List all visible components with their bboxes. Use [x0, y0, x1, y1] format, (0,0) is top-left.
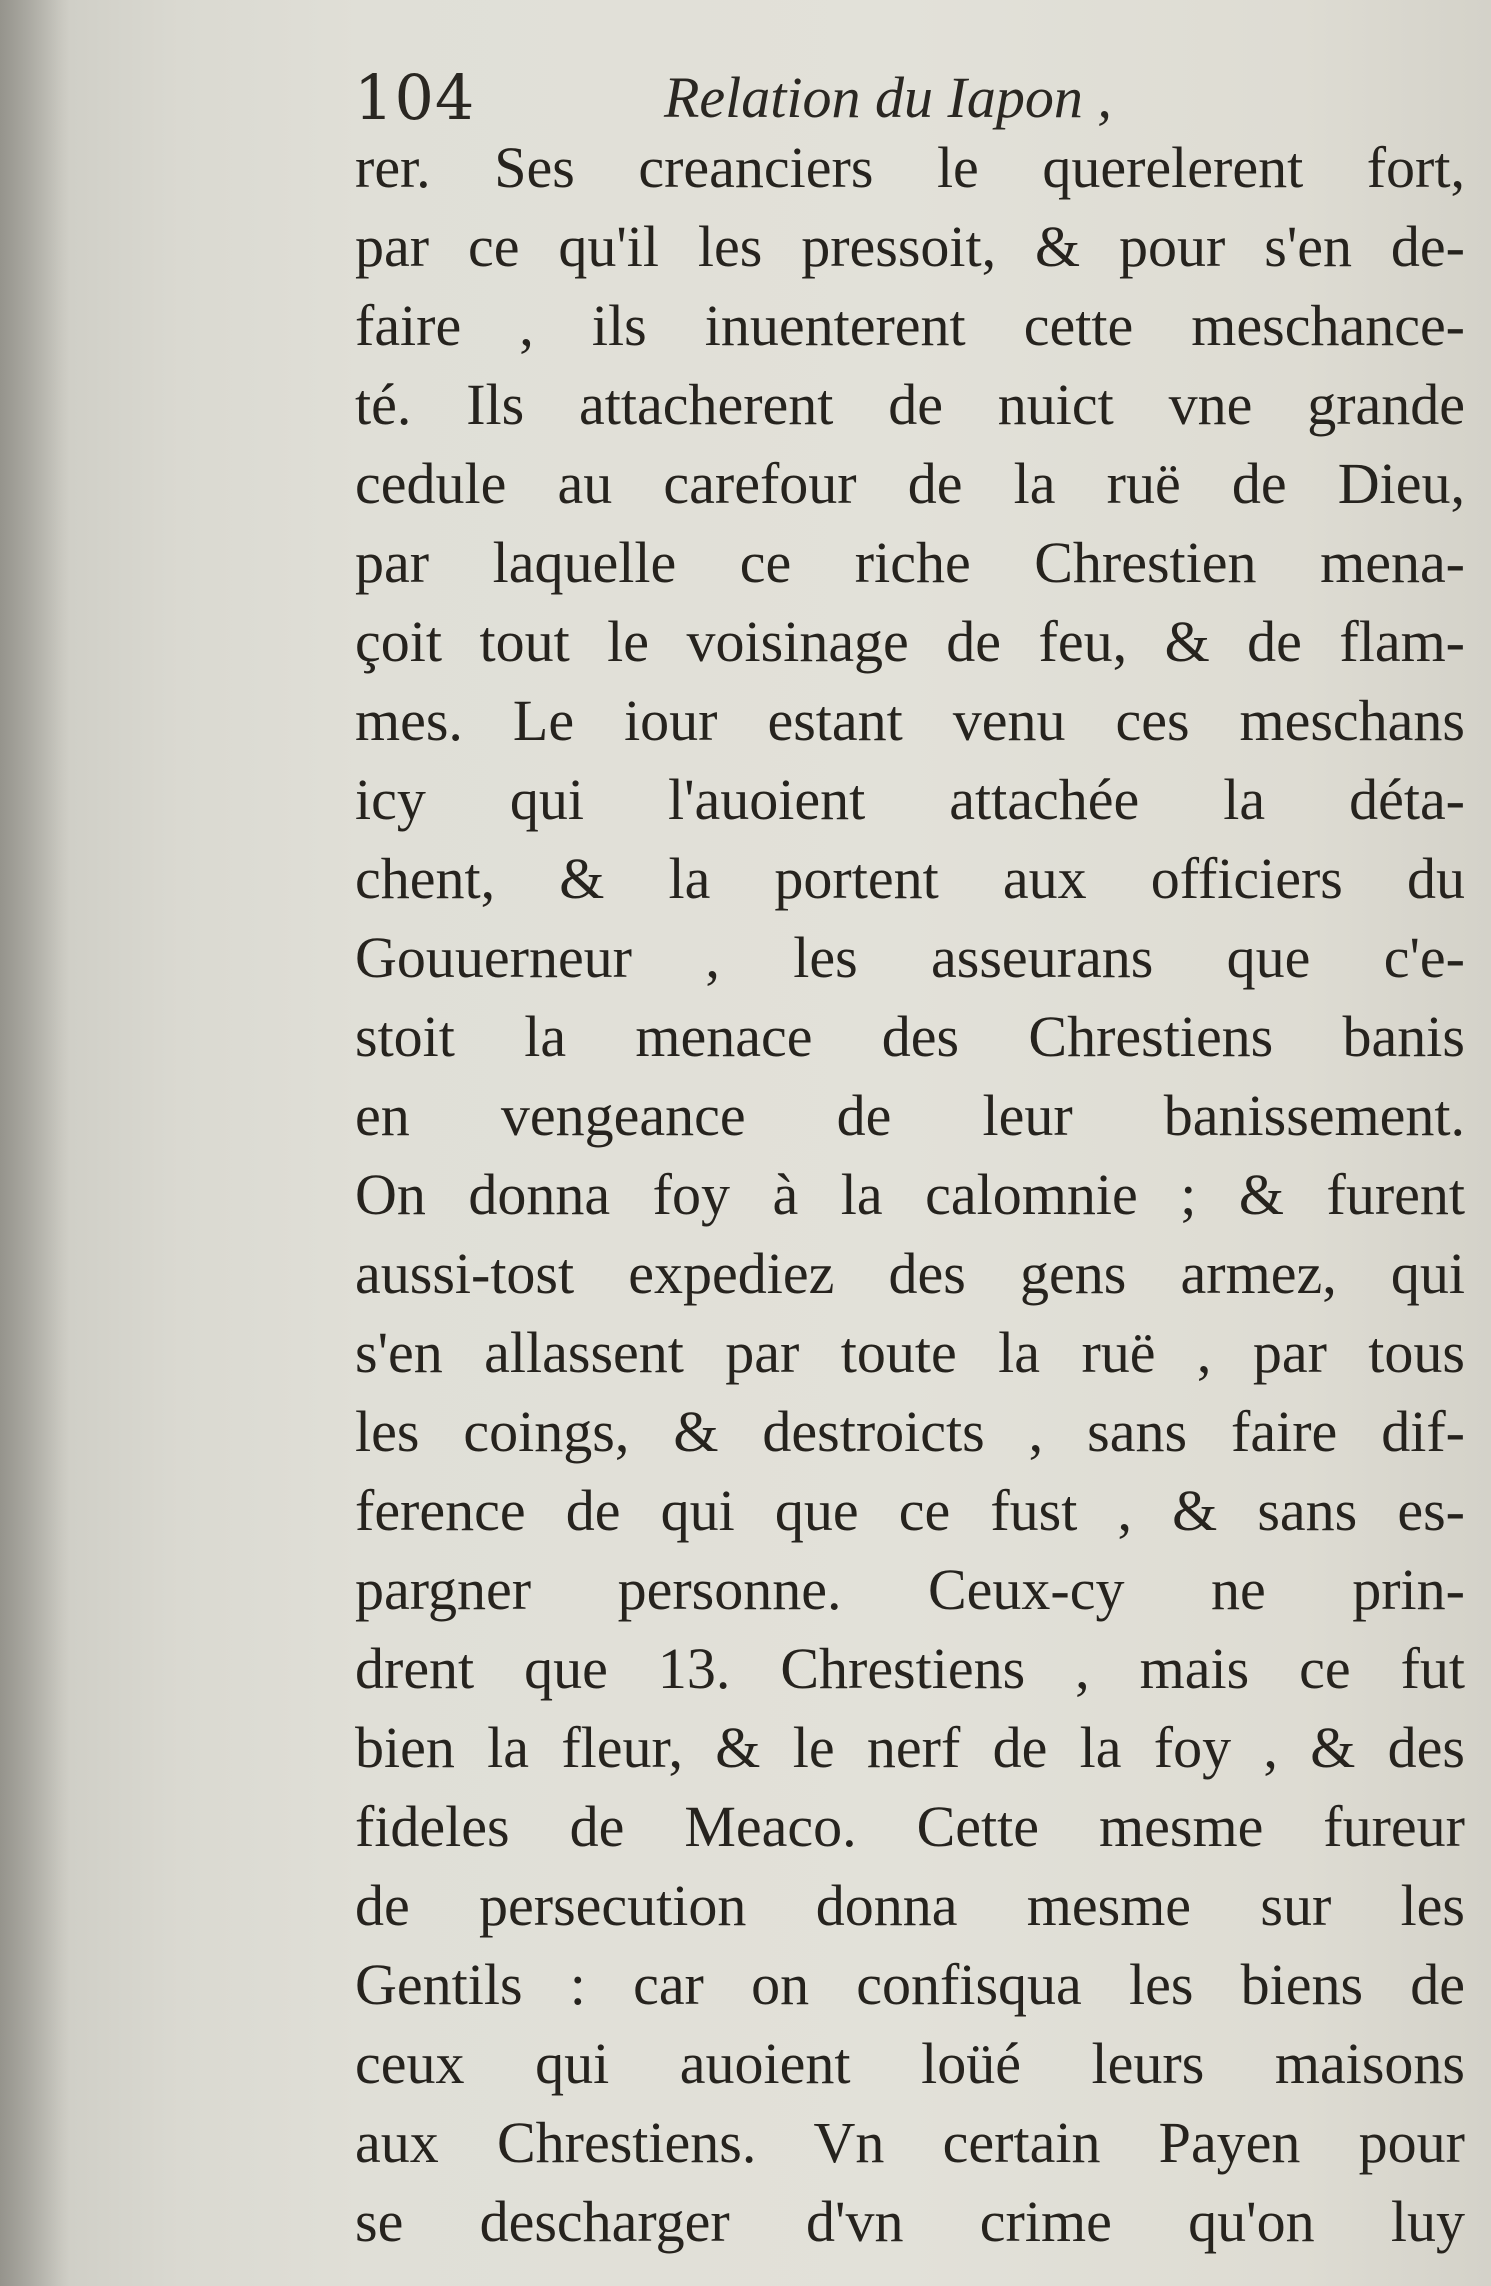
text-line: de persecution donna mesme sur les: [355, 1873, 1465, 1938]
text-line: stoit la menace des Chrestiens banis: [355, 1004, 1465, 1069]
running-title: Relation du Iapon ,: [664, 65, 1112, 130]
text-line: Gentils : car on confisqua les biens de: [355, 1952, 1465, 2017]
text-line: bien la fleur, & le nerf de la foy , & des: [355, 1715, 1465, 1780]
text-line: chent, & la portent aux officiers du: [355, 846, 1465, 911]
text-line: les coings, & destroicts , sans faire dif-: [355, 1399, 1465, 1464]
text-line: fideles de Meaco. Cette mesme fureur: [355, 1794, 1465, 1859]
page-header: [354, 58, 1464, 138]
page-number: 104: [354, 61, 476, 134]
text-line: en vengeance de leur banissement.: [355, 1083, 1465, 1148]
body-text: [355, 128, 1465, 2261]
text-line: se descharger d'vn crime qu'on luy: [355, 2189, 1465, 2254]
text-line: s'en allassent par toute la ruë , par tous: [355, 1320, 1465, 1385]
text-line: faire , ils inuenterent cette meschance-: [355, 293, 1465, 358]
text-line: rer. Ses creanciers le querelerent fort,: [355, 135, 1465, 200]
text-line: pargner personne. Ceux-cy ne prin-: [355, 1557, 1465, 1622]
spine-shadow: [0, 0, 70, 2286]
text-line: On donna foy à la calomnie ; & furent: [355, 1162, 1465, 1227]
text-line: par laquelle ce riche Chrestien mena-: [355, 530, 1465, 595]
text-line: par ce qu'il les pressoit, & pour s'en de-: [355, 214, 1465, 279]
text-line: aux Chrestiens. Vn certain Payen pour: [355, 2110, 1465, 2175]
text-line: cedule au carefour de la ruë de Dieu,: [355, 451, 1465, 516]
text-line: ceux qui auoient loüé leurs maisons: [355, 2031, 1465, 2096]
text-line: ference de qui que ce fust , & sans es-: [355, 1478, 1465, 1543]
text-line: mes. Le iour estant venu ces meschans: [355, 688, 1465, 753]
text-line: aussi-tost expediez des gens armez, qui: [355, 1241, 1465, 1306]
text-line: çoit tout le voisinage de feu, & de flam-: [355, 609, 1465, 674]
text-line: té. Ils attacherent de nuict vne grande: [355, 372, 1465, 437]
text-line: Gouuerneur , les asseurans que c'e-: [355, 925, 1465, 990]
text-line: icy qui l'auoient attachée la déta-: [355, 767, 1465, 832]
text-line: drent que 13. Chrestiens , mais ce fut: [355, 1636, 1465, 1701]
